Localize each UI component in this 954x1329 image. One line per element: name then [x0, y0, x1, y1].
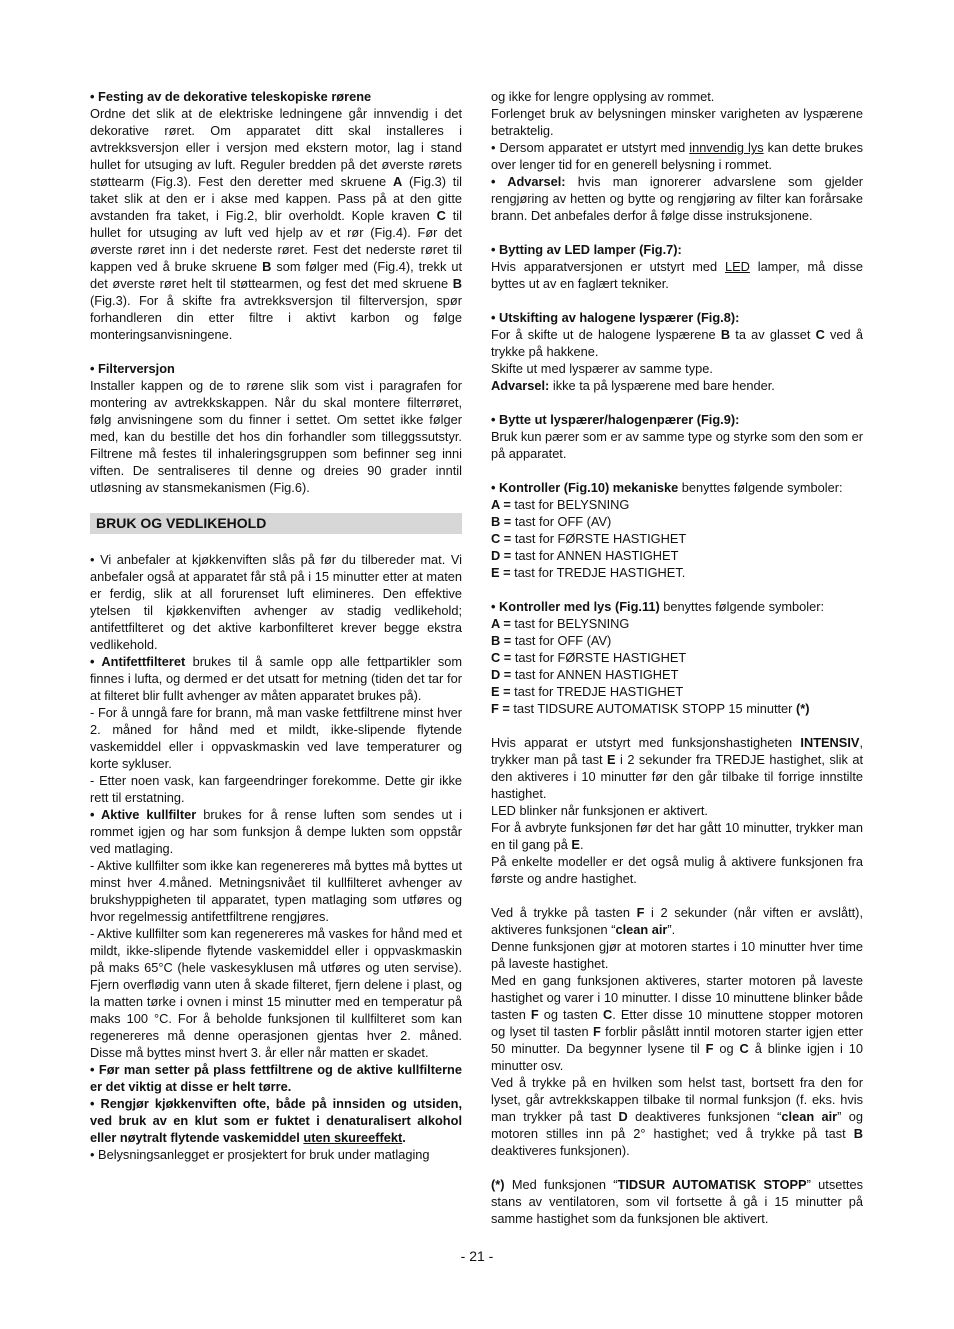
list-item: E = tast for TREDJE HASTIGHET. — [491, 565, 686, 580]
text-avbryte: For å avbryte funksjonen før det har gått 10 minutter, trykker man en til gang på E. — [491, 820, 863, 852]
heading-halogen: • Utskifting av halogene lyspærer (Fig.8): — [491, 310, 740, 325]
text-clean-air-deactivate: Ved å trykke på en hvilken som helst tast, bortsett fra den for lyset, går avtrekkskappen tilbake til normal funksjon (f. eks. hvis man trykker på tast D deaktiveres funksjonen “clean air” og motoren stilles inn på 2° hastighet; ved å trykke på tast B deaktiveres funksjonen). — [491, 1075, 863, 1158]
paragraph-bytte-paerer — [491, 411, 863, 462]
paragraph-kontroller-mekaniske — [491, 479, 863, 581]
text-lighting-1: og ikke for lengre opplysing av rommet. — [491, 89, 715, 104]
list-item: C = tast for FØRSTE HASTIGHET — [491, 531, 687, 546]
text-clean-air-cycle: Med en gang funksjonen aktiveres, starter motoren på laveste hastighet og varer i 10 minutter. I disse 10 minuttene blinker både tasten F og tasten C. Etter disse 10 minuttene stopper motoren og lyset til tasten F forblir påslått inntil motoren starter igjen etter 50 minutter. Da begynner lysene til F og C å blinke igjen i 10 minutter osv. — [491, 973, 864, 1073]
list-item: F = tast TIDSURE AUTOMATISK STOPP 15 minutter (*) — [491, 701, 810, 716]
text-clean-air-activate: Ved å trykke på tasten F i 2 sekunder (når viften er avslått), aktiveres funksjonen “clean air”. — [491, 905, 864, 937]
text-torre-filtre: • Før man setter på plass fettfiltrene og de aktive kullfilterne er det viktig at disse er helt tørre. — [90, 1062, 462, 1094]
paragraph-kontroller-lys — [491, 598, 863, 717]
paragraph-clean-air — [491, 904, 863, 1159]
list-item: A = tast for BELYSNING — [491, 616, 630, 631]
paragraph-tidsur — [491, 1176, 863, 1227]
text-filterversjon: Installer kappen og de to rørene slik som vist i paragrafen for montering av avtrekkskappen. Når du skal montere filterrøret, følg anvisningene som du finner i settet. Om settet ikke følger med, kan du bestille det hos din forhandler som tilleggssutstyr. Filtrene må festes til inhaleringsgruppen som befinner seg inni viften. De sentraliseres til denne og dreies 90 grader inntil utløsning av stansmekanismen (Fig.6). — [90, 378, 462, 495]
paragraph-intensiv — [491, 734, 863, 887]
text-samme-type: Skifte ut med lyspærer av samme type. — [491, 361, 713, 376]
section-title: BRUK OG VEDLIKEHOLD — [90, 513, 462, 534]
list-item: B = tast for OFF (AV) — [491, 514, 612, 529]
text-fargeendringer: - Etter noen vask, kan fargeendringer forekomme. Dette gir ikke rett til erstatning. — [90, 773, 462, 805]
list-item: D = tast for ANNEN HASTIGHET — [491, 667, 679, 682]
text-kullfilter-ikke-regenerer: - Aktive kullfilter som ikke kan regenereres må byttes må byttes ut minst hver 4.måned. Metningsnivået til kullfilteret avhenger av brukshyppigheten til apparatet, typen matlaging som utføres og hvor regelmessig antifettfiltrene rengjøres. — [90, 858, 462, 924]
text-belysningsanlegget: • Belysningsanlegget er prosjektert for bruk under matlaging — [90, 1147, 430, 1162]
paragraph-halogen — [491, 309, 863, 394]
text-led: Hvis apparatversjonen er utstyrt med LED lamper, må disse byttes ut av en faglært tekniker. — [491, 259, 863, 291]
heading-led: • Bytting av LED lamper (Fig.7): — [491, 242, 682, 257]
heading-bytte-paerer: • Bytte ut lyspærer/halogenpærer (Fig.9): — [491, 412, 740, 427]
list-item: D = tast for ANNEN HASTIGHET — [491, 548, 679, 563]
text-halogen: For å skifte ut de halogene lyspærene B ta av glasset C ved å trykke på hakkene. — [491, 327, 863, 359]
text-kullfilter-regenerer: - Aktive kullfilter som kan regenereres må vaskes for hånd med et mildt, ikke-slipende flytende vaskemiddel eller i oppvaskmaskin på maks 65°C (hele vaskesyklusen må utføres og uten servise). Fjern overflødig vann uten å skade filteret, fjern delene i plast, og la matten tørke i ovnen i minst 15 minutter med en temperatur på maks 100 °C. For å beholde funksjonen til kullfilteret som kan regenereres må denne operasjonen gjentas hver 2. måned. Disse må byttes minst hvert 3. år eller når matten er skadet. — [90, 926, 462, 1060]
paragraph-lighting — [491, 88, 863, 224]
paragraph-festing — [90, 88, 462, 343]
text-recommendation: • Vi anbefaler at kjøkkenviften slås på før du tilbereder mat. Vi anbefaler også at apparatet får stå på i 15 minutter etter at maten er ferdig, slik at all forurenset luft elimineres. Den effektive ytelsen til kjøkkenviften avhenger av stadig vedlikehold; antifettfilteret og det aktive karbonfilteret krever begge ekstra vedlikehold. — [90, 552, 462, 652]
text-advarsel: • Advarsel: hvis man ignorerer advarslene som gjelder rengjøring av hetten og bytte og rengjøring av filter kan forårsake brann. Det anbefales derfor å følge disse instruksjonene. — [491, 174, 863, 223]
heading-kontroller-mekaniske: • Kontroller (Fig.10) mekaniske benyttes følgende symboler: — [491, 480, 843, 495]
heading-filterversjon: • Filterversjon — [90, 361, 175, 376]
text-kullfilter: • Aktive kullfilter brukes for å rense luften som sendes ut i rommet igjen og har som funksjon å dempe lukten som oppstår ved matlaging. — [90, 807, 462, 856]
list-item: C = tast for FØRSTE HASTIGHET — [491, 650, 687, 665]
text-led-blinker: LED blinker når funksjonen er aktivert. — [491, 803, 708, 818]
text-clean-air-motor: Denne funksjonen gjør at motoren startes i 10 minutter hver time på laveste hastighet. — [491, 939, 863, 971]
text-advarsel-hender: Advarsel: ikke ta på lyspærene med bare hender. — [491, 378, 775, 393]
right-column — [491, 88, 863, 1227]
paragraph-filterversjon — [90, 360, 462, 496]
text-brannfare: - For å unngå fare for brann, må man vaske fettfiltrene minst hver 2. måned for hånd med et mildt, ikke-slipende flytende vaskemiddel eller i oppvaskmaskin ved lave temperaturer og korte sykluser. — [90, 705, 462, 771]
text-innvendig-lys: • Dersom apparatet er utstyrt med innvendig lys kan dette brukes over lenger tid for en generell belysning i rommet. — [491, 140, 864, 172]
text-festing: Ordne det slik at de elektriske ledningene går innvendig i det dekorative røret. Om apparatet ditt skal installeres i avtrekksversjon eller i versjon med ekstern motor, lag i stand hullet for utsuging av luft. Reguler bredden på det øverste rørets støttearm (Fig.3). Fest den deretter med skruene A (Fig.3) til taket slik at den er i akse med kappen. Pass på at den gitte avstanden fra taket, i Fig.2, blir overholdt. Kople kraven C til hullet for utsuging av luft ved hjelp av et rør (Fig.4). Før det øverste røret inn i det nederste røret. Fest det nederste røret til kappen ved å bruke skruene B som følger med (Fig.4), trekk ut det øverste røret helt til støttearmen, og fest det med skruene B (Fig.3). For å skifte fra avtrekksversjon til filterversjon, spør forhandleren din etter filtre i aktivt karbon og følge monteringsanvisningene. — [90, 106, 463, 342]
text-bytte-paerer: Bruk kun pærer som er av samme type og styrke som den som er på apparatet. — [491, 429, 863, 461]
heading-kontroller-lys: • Kontroller med lys (Fig.11) benyttes følgende symboler: — [491, 599, 825, 614]
text-enkelte-modeller: På enkelte modeller er det også mulig å aktivere funksjonen fra første og andre hastighet. — [491, 854, 863, 886]
list-item: B = tast for OFF (AV) — [491, 633, 612, 648]
paragraph-maintenance — [90, 551, 462, 1163]
text-tidsur: (*) Med funksjonen “TIDSUR AUTOMATISK STOPP” utsettes stans av ventilatoren, som vil fortsette å gå i 15 minutter på samme hastighet som da funksjonen ble aktivert. — [491, 1177, 863, 1226]
left-column — [90, 88, 462, 1163]
list-item: A = tast for BELYSNING — [491, 497, 630, 512]
text-lighting-2: Forlenget bruk av belysningen minsker varigheten av lyspærene betraktelig. — [491, 106, 863, 138]
text-rengjor: • Rengjør kjøkkenviften ofte, både på innsiden og utsiden, ved bruk av en klut som er fuktet i denaturalisert alkohol eller nøytralt flytende vaskemiddel uten skureeffekt. — [90, 1096, 462, 1145]
heading-festing: • Festing av de dekorative teleskopiske rørene — [90, 89, 372, 104]
list-item: E = tast for TREDJE HASTIGHET — [491, 684, 684, 699]
text-antifettfilter: • Antifettfilteret brukes til å samle opp alle fettpartikler som finnes i lufta, og dermed er det utsatt for metning (tiden det tar for at filteret blir fullt avhenger av måten apparatet brukes på). — [90, 654, 462, 703]
paragraph-led — [491, 241, 863, 292]
text-intensiv: Hvis apparat er utstyrt med funksjonshastigheten INTENSIV, trykker man på tast E i 2 sekunder fra TREDJE hastighet, slik at den aktiveres i 10 minutter før den går tilbake til forrige innstilte hastighet. — [491, 735, 863, 801]
page-number: - 21 - — [460, 1248, 494, 1264]
